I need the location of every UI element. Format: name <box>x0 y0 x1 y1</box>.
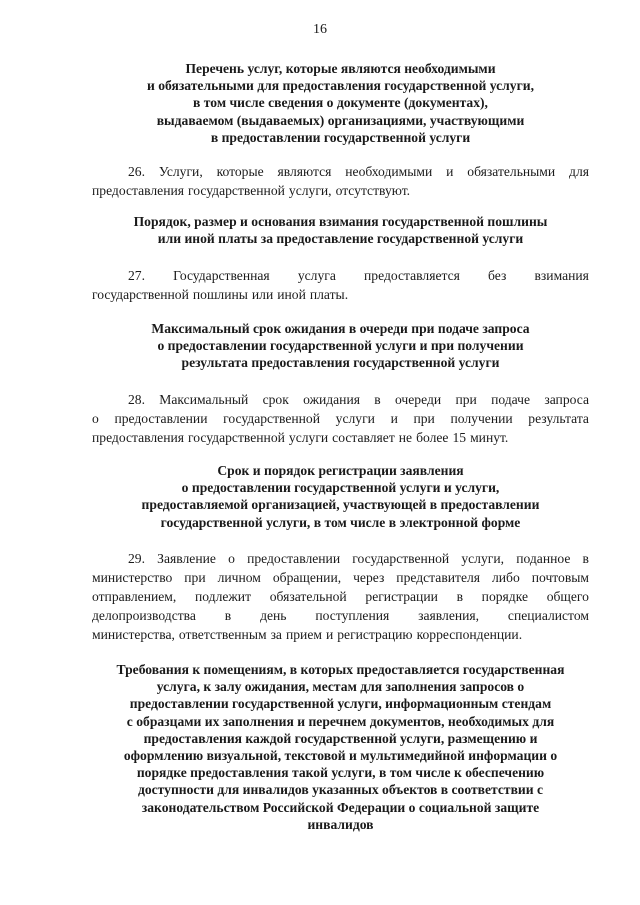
word: о <box>92 411 99 426</box>
word: государственной <box>92 287 189 302</box>
word: 15 <box>452 430 467 445</box>
word: без <box>488 268 507 283</box>
heading-line: законодательством Российской Федерации о социальной защите <box>141 799 540 815</box>
word: срок <box>262 392 289 407</box>
word: для <box>569 164 589 179</box>
word: почтовым <box>531 570 589 585</box>
paragraph-28 <box>92 390 589 447</box>
word: за <box>270 627 282 642</box>
section-heading-queue <box>92 320 589 372</box>
heading-line: доступности для инвалидов указанных объектов в соответствии с <box>137 782 544 798</box>
section-heading-fees <box>92 213 589 247</box>
word: специалистом <box>507 608 589 623</box>
paragraph-27 <box>92 266 589 304</box>
word: 28. <box>128 392 145 407</box>
word: пошлины <box>192 287 248 302</box>
word: министерства, <box>92 627 175 642</box>
word: ответственным <box>178 627 267 642</box>
word: иной <box>277 287 306 302</box>
heading-line: инвалидов <box>307 816 374 832</box>
paragraph-line <box>92 549 589 568</box>
word: взимания <box>534 268 589 283</box>
word: через <box>353 570 385 585</box>
word: государственной <box>352 551 450 566</box>
heading-line: и обязательными для предоставления государственной услуги, <box>147 78 534 94</box>
word: обязательной <box>269 589 347 604</box>
word: отсутствуют. <box>335 183 411 198</box>
word: отправлением, <box>92 589 177 604</box>
section-heading-services <box>92 60 589 146</box>
word: при <box>413 411 435 426</box>
word: прием <box>285 627 322 642</box>
word: 27. <box>128 268 145 283</box>
word: поступления <box>315 608 390 623</box>
word: услуги, <box>288 183 332 198</box>
heading-line: предоставления каждой государственной услуги, размещению и <box>143 730 538 746</box>
word: не <box>398 430 413 445</box>
word: необходимыми <box>345 164 433 179</box>
word: общего <box>546 589 589 604</box>
word: подлежит <box>195 589 252 604</box>
word: государственной <box>223 411 321 426</box>
paragraph-line <box>92 587 589 606</box>
word: ожидания <box>303 392 360 407</box>
word: или <box>251 287 274 302</box>
word: Максимальный <box>159 392 249 407</box>
word: Услуги, <box>158 164 203 179</box>
word: и <box>325 627 334 642</box>
paragraph-line <box>92 266 589 285</box>
paragraph-line <box>92 390 589 409</box>
heading-line: Максимальный срок ожидания в очереди при подаче запроса <box>151 321 530 336</box>
word: государственной <box>188 183 285 198</box>
heading-line: предоставлении государственной услуги, информационным стендам <box>129 696 552 712</box>
word: составляет <box>332 430 395 445</box>
heading-line: о предоставлении государственной услуги и услуги, <box>181 480 500 496</box>
paragraph-26 <box>92 162 589 200</box>
word: в <box>224 608 232 623</box>
word: очереди <box>394 392 442 407</box>
word: личном <box>217 570 261 585</box>
word: минут. <box>470 430 509 445</box>
word: делопроизводства <box>92 608 196 623</box>
word: при <box>455 392 477 407</box>
word: день <box>260 608 287 623</box>
heading-line: выдаваемом (выдаваемых) организациями, участвующими <box>156 112 525 128</box>
word: обращении, <box>272 570 342 585</box>
paragraph-line <box>92 409 589 428</box>
word: регистрацию <box>337 627 413 642</box>
word: предоставлении <box>247 551 341 566</box>
word: более <box>416 430 449 445</box>
heading-line: в предоставлении государственной услуги <box>210 129 471 145</box>
section-heading-registration <box>92 462 589 531</box>
heading-line: Порядок, размер и основания взимания государственной пошлины <box>133 214 548 229</box>
heading-line: результата предоставления государственной услуги <box>181 355 500 371</box>
word: услуги, <box>461 551 505 566</box>
word: о <box>228 551 235 566</box>
word: предоставляется <box>364 268 460 283</box>
heading-line: порядке предоставления такой услуги, в том числе к обеспечению <box>136 765 545 781</box>
paragraph-line <box>92 162 589 181</box>
word: Заявление <box>157 551 216 566</box>
word: государственной <box>188 430 285 445</box>
word: результата <box>528 411 589 426</box>
paragraph-line <box>92 625 589 644</box>
word: предоставления <box>92 183 185 198</box>
word: представителя <box>396 570 481 585</box>
heading-line: предоставляемой организацией, участвующей в предоставлении <box>141 497 540 513</box>
word: предоставлении <box>114 411 208 426</box>
word: корреспонденции. <box>416 627 523 642</box>
heading-line: Срок и порядок регистрации заявления <box>217 463 464 478</box>
paragraph-line <box>92 606 589 625</box>
word: министерство <box>92 570 173 585</box>
paragraph-line <box>92 428 589 447</box>
page-number: 16 <box>313 22 327 37</box>
word: 26. <box>128 164 145 179</box>
word: запроса <box>544 392 589 407</box>
word: и <box>446 164 454 179</box>
paragraph-line <box>92 181 589 200</box>
word: предоставления <box>92 430 185 445</box>
word: платы. <box>309 287 349 302</box>
word: 29. <box>128 551 145 566</box>
word: в <box>374 392 381 407</box>
word: являются <box>277 164 332 179</box>
heading-line: или иной платы за предоставление государственной услуги <box>157 231 524 247</box>
paragraph-29 <box>92 549 589 644</box>
heading-line: услуга, к залу ожидания, местам для заполнения запросов о <box>156 679 525 695</box>
word: заявления, <box>418 608 480 623</box>
word: обязательными <box>467 164 556 179</box>
heading-line: Требования к помещениям, в которых предоставляется государственная <box>116 662 565 677</box>
word: Государственная <box>173 268 270 283</box>
word: получении <box>450 411 513 426</box>
word: услуги <box>335 411 375 426</box>
word: регистрации <box>365 589 438 604</box>
word: услуга <box>297 268 336 283</box>
heading-line: с образцами их заполнения и перечнем документов, необходимых для <box>126 713 555 729</box>
word: либо <box>491 570 520 585</box>
heading-line: оформлению визуальной, текстовой и мультимедийной информации о <box>123 748 558 764</box>
word: в <box>582 551 589 566</box>
section-heading-premises <box>92 661 589 833</box>
paragraph-line <box>92 568 589 587</box>
word: порядке <box>481 589 529 604</box>
word: поданное <box>516 551 571 566</box>
heading-line: государственной услуги, в том числе в электронной форме <box>160 514 521 530</box>
word: услуги <box>288 430 329 445</box>
word: и <box>390 411 398 426</box>
heading-line: Перечень услуг, которые являются необходимыми <box>185 61 496 76</box>
word: подаче <box>491 392 531 407</box>
word: при <box>184 570 206 585</box>
paragraph-line <box>92 285 589 304</box>
heading-line: о предоставлении государственной услуги и при получении <box>157 338 524 354</box>
word: в <box>456 589 463 604</box>
word: которые <box>216 164 264 179</box>
heading-line: в том числе сведения о документе (документах), <box>193 95 488 111</box>
